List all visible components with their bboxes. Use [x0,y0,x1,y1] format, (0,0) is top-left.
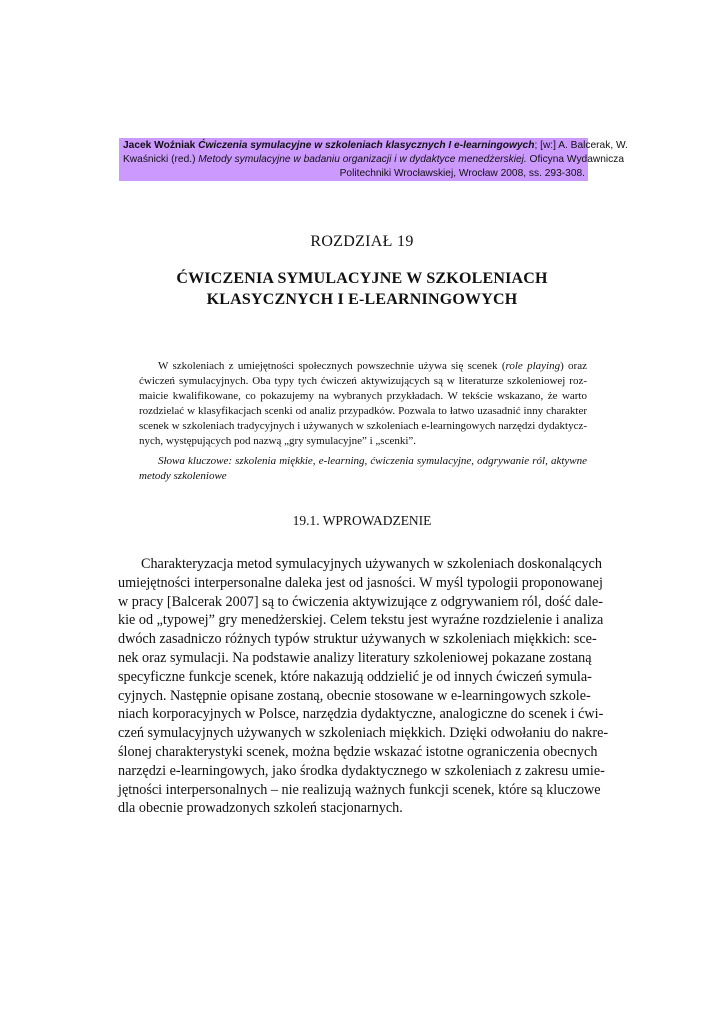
keywords-line: Słowa kluczowe: szkolenia miękkie, e-learning, ćwiczenia symulacyjne, odgrywanie ról, aktywne [158,455,587,467]
body-line: niach korporacyjnych w Polsce, narzędzia dydaktyczne, analogiczne do scenek i ćwi- [118,706,604,723]
keywords-line: metody szkoleniowe [139,469,227,482]
body-line: dla obecnie prowadzonych szkoleń stacjonarnych. [118,800,403,817]
body-line: specyficzne funkcje scenek, które nakazują oddzielić je od innych ćwiczeń symula- [118,668,592,685]
body-paragraph [118,555,609,818]
citation-line-1: Jacek Woźniak Ćwiczenia symulacyjne w szkoleniach klasycznych I e-learningowych; [w:] A. Balcerak, W. [123,140,628,151]
abstract-line: rozdzielać w klasyfikacjach scenki od analiz przypadków. Pozwala to łatwo uzasadnić inny charakter [139,404,587,417]
citation-line-3: Politechniki Wrocławskiej, Wrocław 2008, ss. 293-308. [339,168,585,180]
body-line: jętności interpersonalnych – nie realizują ważnych funkcji scenek, które są kluczowe [118,781,601,798]
body-line: Charakteryzacja metod symulacyjnych używanych w szkoleniach doskonalących [141,556,602,572]
keywords [139,454,587,484]
chapter-title [0,268,724,310]
abstract-line: maicie kwalifikowane, co pokazujemy na wybranych przykładach. W tekście wskazano, że warto [139,389,587,402]
chapter-title-line: KLASYCZNYCH I E-LEARNINGOWYCH [206,291,518,308]
chapter-title-line: ĆWICZENIA SYMULACYJNE W SZKOLENIACH [176,270,548,287]
body-line: nek oraz symulacji. Na podstawie analizy literatury szkoleniowej pokazane zostaną [118,649,592,666]
citation-line-2: Kwaśnicki (red.) Metody symulacyjne w badaniu organizacji i w dydaktyce menedżerskiej. Oficyna Wydawnicza [123,154,625,166]
abstract-line: nych, występujących pod nazwą „gry symulacyjne” i „scenki”. [139,434,417,447]
body-line: narzędzi e-learningowych, jako środka dydaktycznego w szkoleniach z zakresu umie- [118,762,605,779]
abstract-line: W szkoleniach z umiejętności społecznych powszechnie używa się scenek (role playing) oraz [158,360,587,372]
abstract-line: ćwiczeń symulacyjnych. Oba typy tych ćwiczeń aktywizujących są w literaturze szkoleniowej roz- [139,374,587,387]
body-line: umiejętności interpersonalne daleka jest od jasności. W myśl typologii proponowanej [118,574,603,591]
citation-box [119,138,628,181]
abstract-line: scenek w szkoleniach tradycyjnych i używanych w szkoleniach e-learningowych narzędzi dydaktycz- [139,419,587,432]
body-line: czeń symulacyjnych używanych w szkoleniach miękkich. Dzięki odwołaniu do nakre- [118,725,609,742]
body-line: kie od „typowej” gry menedżerskiej. Celem tekstu jest wyraźne rozdzielenie i analiza [118,612,604,629]
body-line: cyjnych. Następnie opisane zostaną, obecnie stosowane w e-learningowych szkole- [118,687,591,704]
body-line: w pracy [Balcerak 2007] są to ćwiczenia aktywizujące z odgrywaniem ról, dość dale- [118,593,603,610]
chapter-label: ROZDZIAŁ 19 [310,233,414,250]
body-line: dwóch zasadniczo różnych typów struktur używanych w szkoleniach miękkich: sce- [118,631,597,648]
section-heading: 19.1. WPROWADZENIE [292,513,432,528]
abstract [139,359,587,448]
body-line: ślonej charakterystyki scenek, można będzie wskazać istotne ograniczenia obecnych [118,743,598,760]
